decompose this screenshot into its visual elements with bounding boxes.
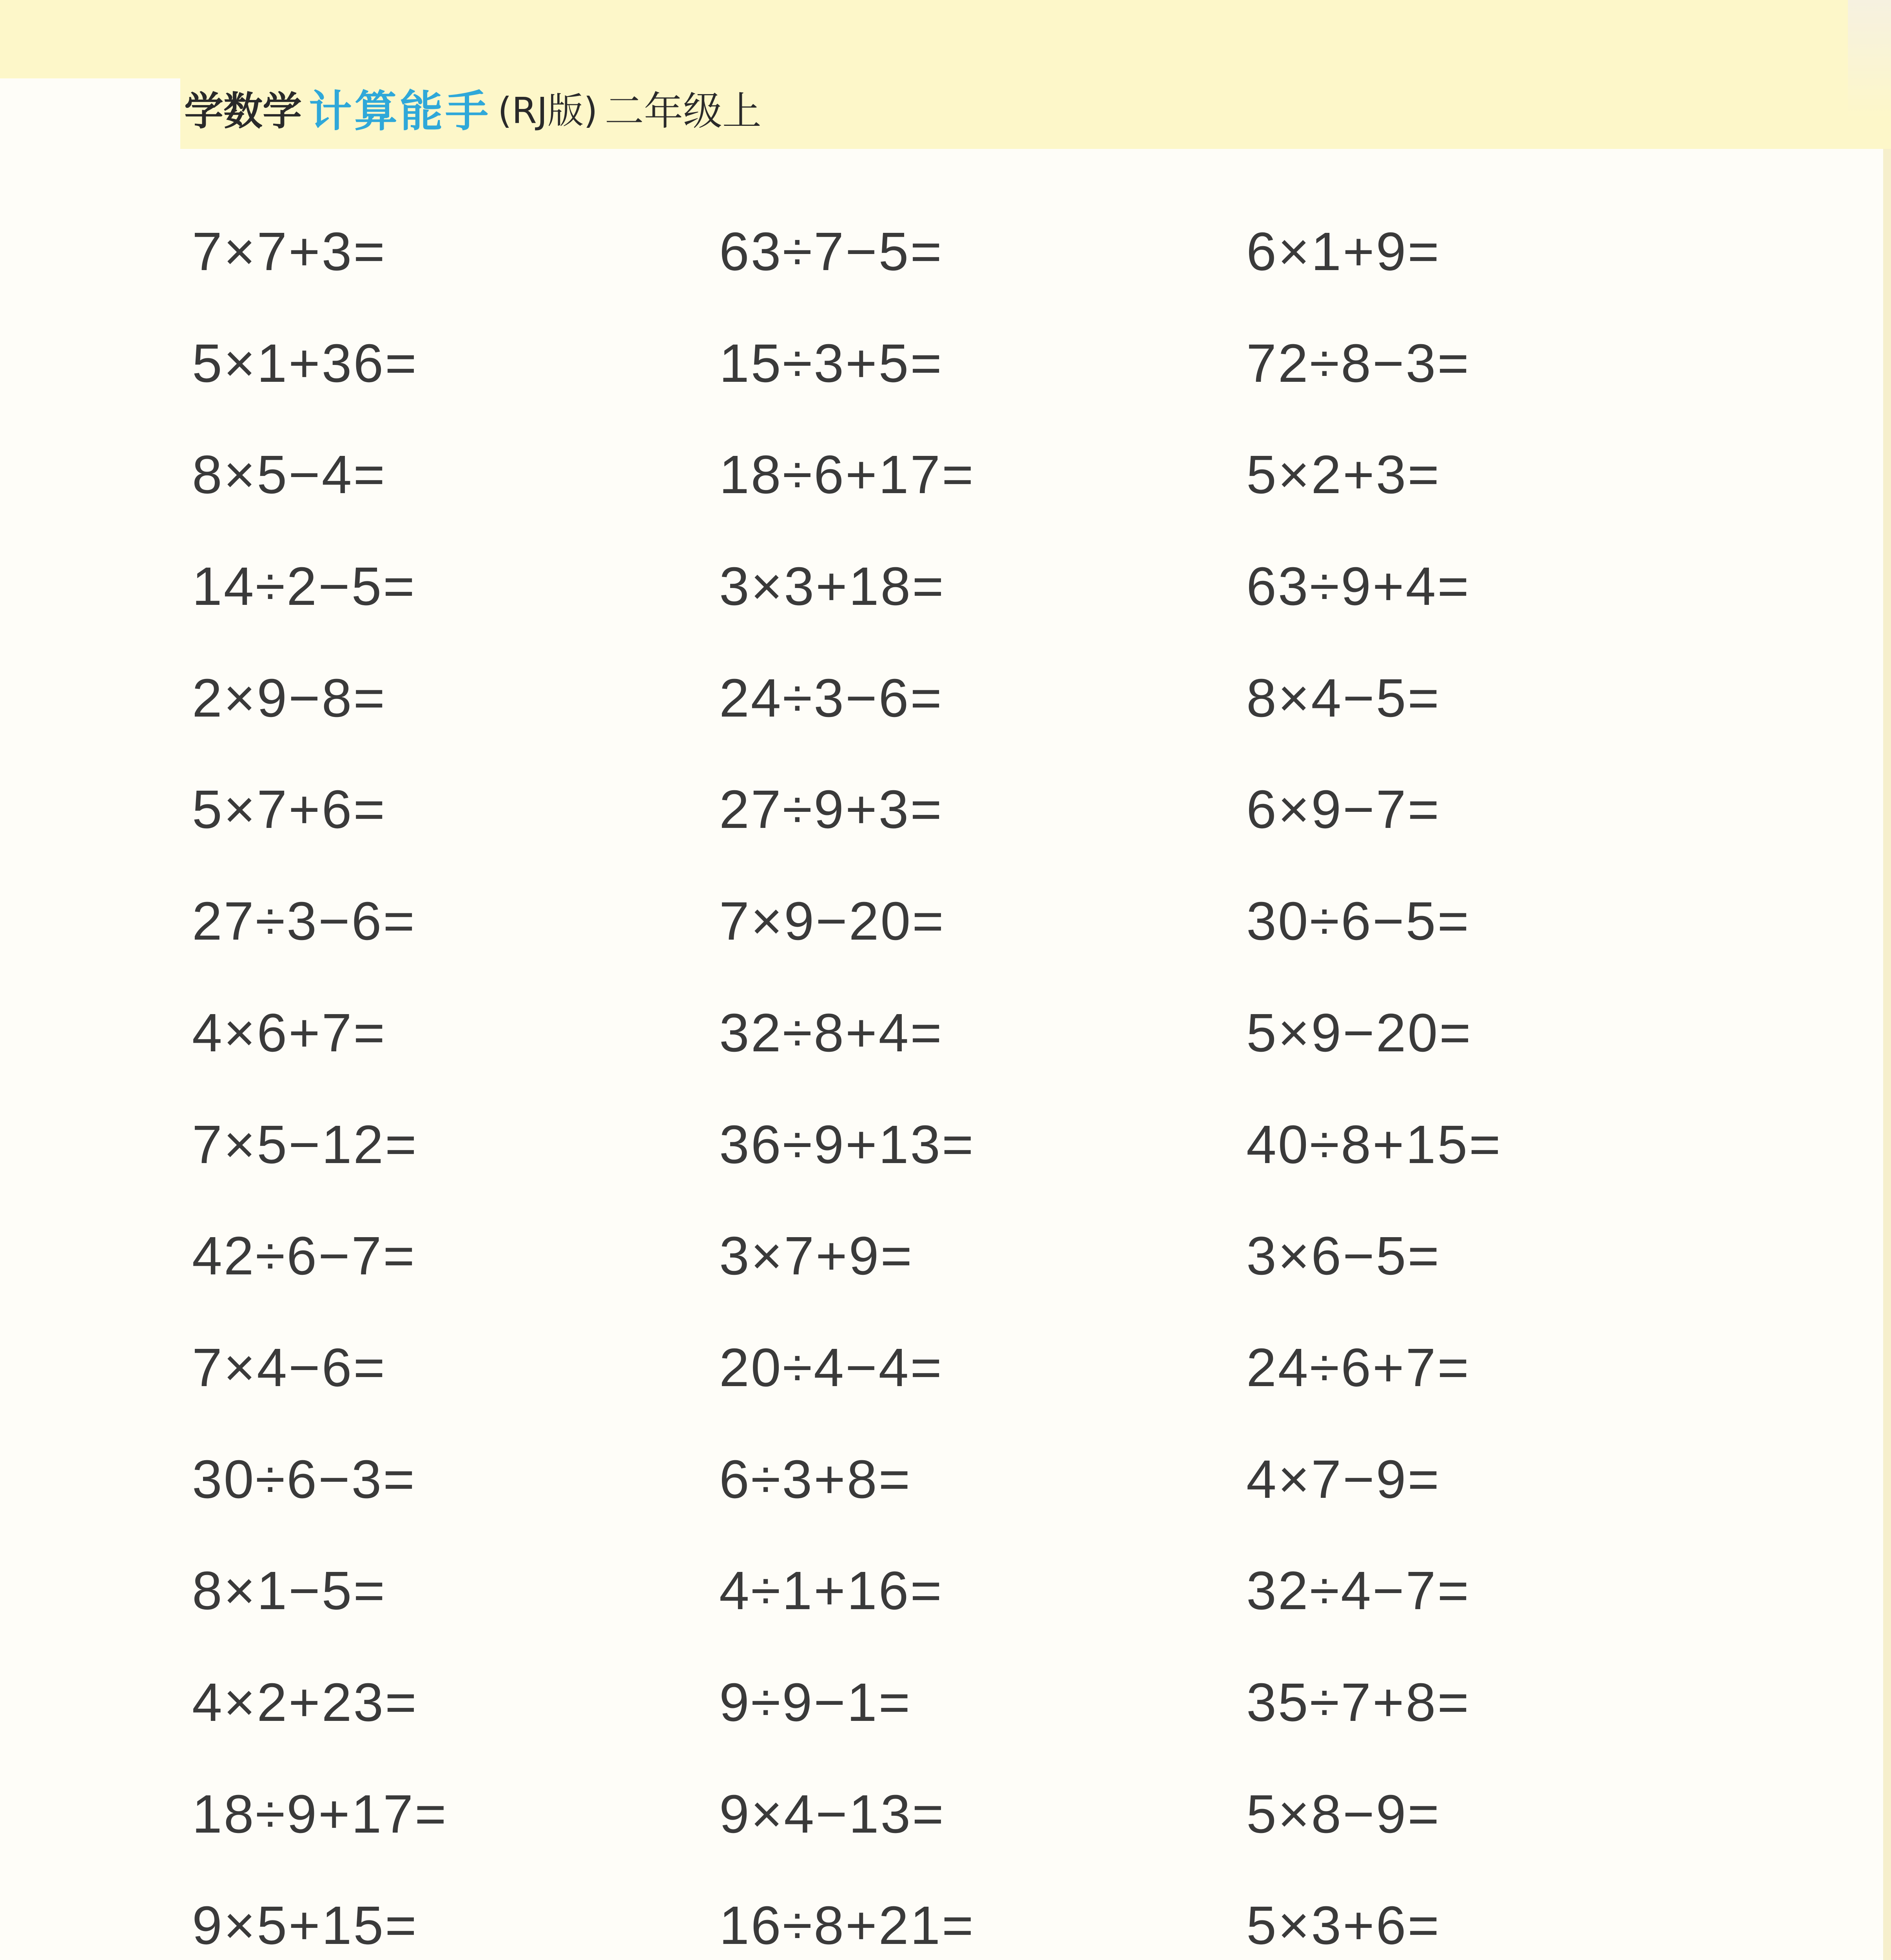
math-problem: 63÷9+4= bbox=[1246, 556, 1470, 617]
book-subject: 学数学 bbox=[184, 88, 302, 134]
math-problem: 7×4−6= bbox=[192, 1337, 387, 1398]
math-problem: 3×7+9= bbox=[719, 1226, 914, 1287]
math-problem: 16÷8+21= bbox=[719, 1895, 975, 1956]
math-problem: 24÷3−6= bbox=[719, 668, 943, 728]
math-problem: 5×3+6= bbox=[1246, 1895, 1441, 1956]
math-problem: 6×1+9= bbox=[1246, 221, 1441, 282]
math-problem: 27÷3−6= bbox=[192, 891, 416, 952]
math-problem: 6×9−7= bbox=[1246, 779, 1441, 840]
math-problem: 4×2+23= bbox=[192, 1672, 418, 1733]
book-edition: (RJ版) bbox=[498, 90, 598, 132]
math-problem: 14÷2−5= bbox=[192, 556, 416, 617]
math-problem: 27÷9+3= bbox=[719, 779, 943, 840]
math-problem: 7×7+3= bbox=[192, 221, 387, 282]
math-problem: 8×5−4= bbox=[192, 445, 387, 505]
corner-decoration bbox=[1848, 0, 1891, 118]
math-problem: 6÷3+8= bbox=[719, 1449, 912, 1510]
math-problem: 9÷9−1= bbox=[719, 1672, 912, 1733]
book-header bbox=[184, 74, 761, 141]
math-problem: 18÷9+17= bbox=[192, 1784, 448, 1844]
math-problem: 42÷6−7= bbox=[192, 1226, 416, 1287]
math-problem: 4×7−9= bbox=[1246, 1449, 1441, 1510]
right-margin-strip bbox=[1883, 149, 1891, 1960]
math-problem: 4÷1+16= bbox=[719, 1561, 943, 1621]
math-problem: 8×1−5= bbox=[192, 1561, 387, 1621]
math-problem: 72÷8−3= bbox=[1246, 333, 1470, 394]
math-problem: 5×2+3= bbox=[1246, 445, 1441, 505]
math-problem: 5×8−9= bbox=[1246, 1784, 1441, 1844]
math-problem: 5×7+6= bbox=[192, 779, 387, 840]
math-problem: 30÷6−5= bbox=[1246, 891, 1470, 952]
math-problem: 7×9−20= bbox=[719, 891, 945, 952]
book-series: 计算能手 bbox=[309, 86, 491, 136]
math-problem: 8×4−5= bbox=[1246, 668, 1441, 728]
math-problem: 9×4−13= bbox=[719, 1784, 945, 1844]
math-problem: 4×6+7= bbox=[192, 1002, 387, 1063]
math-problem: 24÷6+7= bbox=[1246, 1337, 1470, 1398]
math-problem: 30÷6−3= bbox=[192, 1449, 416, 1510]
math-problem: 20÷4−4= bbox=[719, 1337, 943, 1398]
problem-grid bbox=[192, 196, 1642, 1960]
math-problem: 32÷8+4= bbox=[719, 1002, 943, 1063]
math-problem: 15÷3+5= bbox=[719, 333, 943, 394]
math-problem: 36÷9+13= bbox=[719, 1114, 975, 1175]
math-problem: 18÷6+17= bbox=[719, 445, 975, 505]
math-problem: 2×9−8= bbox=[192, 668, 387, 728]
math-problem: 3×6−5= bbox=[1246, 1226, 1441, 1287]
math-problem: 5×9−20= bbox=[1246, 1002, 1472, 1063]
math-problem: 35÷7+8= bbox=[1246, 1672, 1470, 1733]
header-notch bbox=[0, 78, 180, 149]
math-problem: 3×3+18= bbox=[719, 556, 945, 617]
math-problem: 40÷8+15= bbox=[1246, 1114, 1502, 1175]
math-problem: 63÷7−5= bbox=[719, 221, 943, 282]
math-problem: 32÷4−7= bbox=[1246, 1561, 1470, 1621]
math-problem: 9×5+15= bbox=[192, 1895, 418, 1956]
math-problem: 7×5−12= bbox=[192, 1114, 418, 1175]
math-problem: 5×1+36= bbox=[192, 333, 418, 394]
book-grade: 二年级上 bbox=[604, 88, 761, 134]
